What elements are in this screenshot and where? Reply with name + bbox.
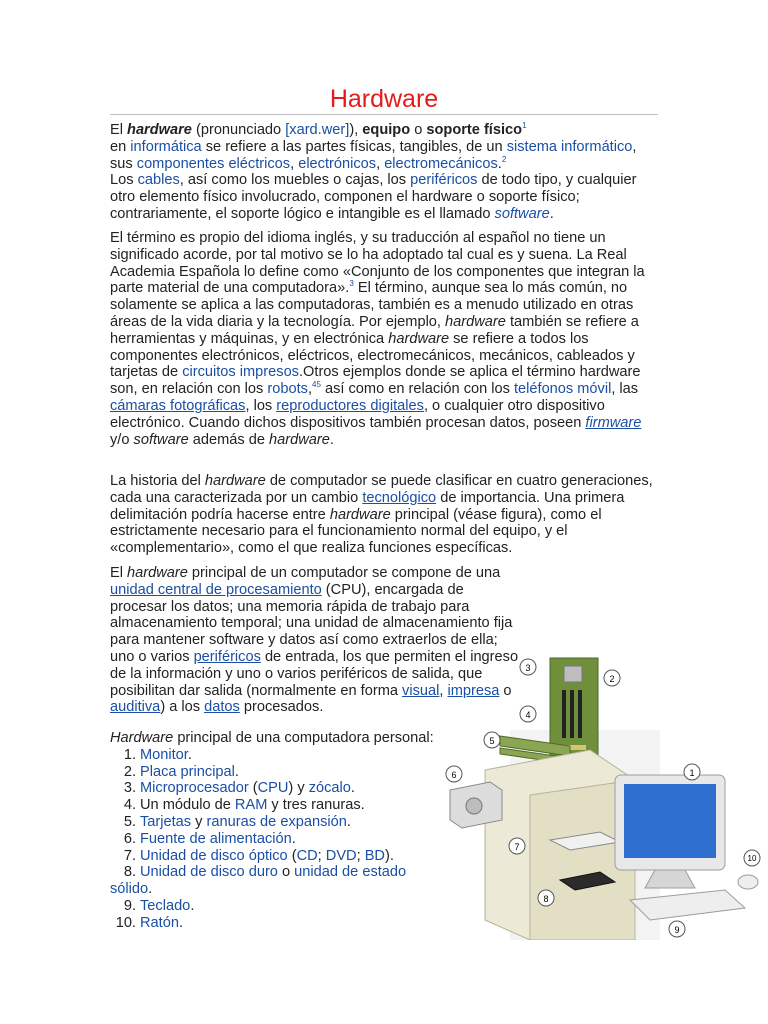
- list-item: 1. Monitor.: [123, 746, 192, 763]
- link-visual[interactable]: visual: [402, 682, 440, 699]
- link-raton[interactable]: Ratón: [140, 914, 179, 931]
- paragraph-intro: El hardware (pronunciado [xard.wer]), equipo o soporte físico$^1$ en informática se refiere a las partes físicas, tangibles, de un sistema informático, sus componentes eléctricos, electrónicos, electromecánicos.$^2$ Los cables, así como los muebles o cajas, los periféricos de todo tipo, y cualquier otro elemento físico involucrado, componen el hardware o soporte físico; contrariamente, el soporte lógico e intangible es el llamado software.: [110, 121, 637, 222]
- link-unidad-central[interactable]: unidad central de procesamiento: [110, 581, 322, 598]
- link-monitor[interactable]: Monitor: [140, 746, 188, 763]
- list-item: 4. Un módulo de RAM y tres ranuras.: [123, 797, 365, 814]
- title-divider: [110, 114, 658, 115]
- link-tecnologico[interactable]: tecnológico: [362, 489, 437, 506]
- link-cpu[interactable]: CPU: [257, 780, 289, 797]
- callout-10: [744, 850, 760, 866]
- link-tarjetas[interactable]: Tarjetas: [140, 813, 192, 830]
- svg-text:7: 7: [514, 842, 520, 852]
- link-perifericos-entrada[interactable]: periféricos: [193, 648, 261, 665]
- callout-7: [509, 838, 525, 854]
- list-item: 6. Fuente de alimentación.: [123, 830, 296, 847]
- link-firmware[interactable]: firmware: [585, 414, 642, 431]
- link-zocalo[interactable]: zócalo: [308, 780, 351, 797]
- link-telefonos-movil[interactable]: teléfonos móvil: [513, 381, 612, 398]
- list-item: 10. Ratón.: [115, 914, 184, 931]
- link-componentes-electricos[interactable]: componentes eléctricos: [136, 155, 291, 172]
- link-software[interactable]: software: [494, 205, 550, 222]
- list-item: 2. Placa principal.: [123, 763, 239, 780]
- list-item: 7. Unidad de disco óptico (CD; DVD; BD).: [123, 847, 394, 864]
- pc-hardware-illustration: [440, 650, 768, 940]
- term-equipo: equipo: [362, 122, 411, 138]
- link-teclado[interactable]: Teclado: [140, 897, 191, 914]
- link-sistema-informatico[interactable]: sistema informático: [506, 138, 633, 155]
- svg-text:9: 9: [674, 925, 680, 935]
- svg-text:1: 1: [689, 768, 695, 778]
- svg-text:6: 6: [451, 770, 457, 780]
- paragraph-main-hardware: El hardware principal de un computador se compone de una unidad central de procesamiento (CPU), encargada de procesar los datos; una memoria rápida de trabajo para almacenamiento temporal; una unidad de almacenamiento fija para mantener software y datos así como extraerlos de ella; uno o varios periféricos de entrada, los que permiten el ingreso de la información y uno o varios periféricos de salida, que posibilitan dar salida (normalmente en forma visual, impresa o auditiva) a los datos procesados.: [110, 565, 519, 716]
- link-disco-duro[interactable]: Unidad de disco duro: [140, 864, 278, 881]
- callout-2: [604, 670, 620, 686]
- link-reproductores-digitales[interactable]: reproductores digitales: [276, 397, 424, 414]
- pc-hardware-figure: [440, 650, 768, 940]
- monitor-screen-shape: [624, 784, 716, 858]
- link-dvd[interactable]: DVD: [325, 847, 357, 864]
- svg-text:2: 2: [609, 674, 615, 684]
- page-title: Hardware: [329, 85, 439, 113]
- link-auditiva[interactable]: auditiva: [110, 699, 161, 716]
- link-estado-solido[interactable]: unidad de estado sólido: [110, 864, 407, 898]
- paragraph-term: El término es propio del idioma inglés, y su traducción al español no tiene un significado acorde, por tal motivo se lo ha adoptado tal cual es y suena. La Real Academia Española lo define como «Conjunto de los componentes que integran la parte material de una computadora».$^3$ El término, aunque sea lo más común, no solamente se aplica a las computadoras, también es a menudo utilizado en otras áreas de la vida diaria y la tecnología. Por ejemplo, hardware también se refiere a herramientas y máquinas, y en electrónica hardware se refiere a todos los componentes electrónicos, eléctricos, electromecánicos, mecánicos, cableados y tarjetas de circuitos impresos.Otros ejemplos donde se aplica el término hardware son, en relación con los robots,$^{45}$ así como en relación con los teléfonos móvil, las cámaras fotográficas, los reproductores digitales, o cualquier otro dispositivo electrónico. Cuando dichos dispositivos también procesan datos, poseen firmware y/o software además de hardware.: [110, 230, 645, 448]
- ref-2[interactable]: 2: [501, 154, 507, 164]
- callout-8: [538, 890, 554, 906]
- link-informatica[interactable]: informática: [130, 138, 202, 155]
- link-cables[interactable]: cables: [137, 172, 180, 189]
- svg-text:10: 10: [747, 854, 757, 863]
- link-perifericos[interactable]: periféricos: [410, 172, 478, 189]
- link-impresa[interactable]: impresa: [447, 682, 500, 699]
- list-item: 8. Unidad de disco duro o unidad de estado sólido.: [110, 864, 407, 898]
- link-datos[interactable]: datos: [204, 699, 240, 716]
- callout-6: [446, 766, 462, 782]
- link-ranuras-expansion[interactable]: ranuras de expansión: [206, 813, 347, 830]
- list-item: 3. Microprocesador (CPU) y zócalo.: [123, 780, 355, 797]
- callout-3: [520, 659, 536, 675]
- list-item: 5. Tarjetas y ranuras de expansión.: [123, 813, 351, 830]
- link-robots[interactable]: robots: [267, 381, 308, 398]
- link-placa-principal[interactable]: Placa principal: [140, 763, 235, 780]
- callout-5: [484, 732, 500, 748]
- cpu-socket-shape: [564, 666, 582, 682]
- list-item: 9. Teclado.: [123, 897, 195, 914]
- callout-1: [684, 764, 700, 780]
- callout-9: [669, 921, 685, 937]
- ref-1[interactable]: 1: [522, 121, 527, 131]
- link-microprocesador[interactable]: Microprocesador: [140, 780, 249, 797]
- svg-text:3: 3: [525, 663, 531, 673]
- callout-4: [520, 706, 536, 722]
- link-bd[interactable]: BD: [364, 847, 385, 864]
- link-circuitos-impresos[interactable]: circuitos impresos: [182, 364, 299, 381]
- ref-45[interactable]: 45: [312, 380, 321, 390]
- pronunciation-link[interactable]: [xard.wer]: [285, 122, 350, 138]
- paragraph-history: La historia del hardware de computador se puede clasificar en cuatro generaciones, cada una caracterizada por un cambio tecnológico de importancia. Una primera delimitación podría hacerse entre hardware principal (véase figura), como el estrictamente necesario para el funcionamiento normal del equipo, y el «complementario», como el que realiza funciones específicas.: [110, 473, 653, 557]
- link-camaras-fotograficas[interactable]: cámaras fotográficas: [110, 397, 246, 414]
- ref-3[interactable]: 3: [349, 279, 354, 289]
- svg-text:4: 4: [525, 710, 531, 720]
- svg-text:8: 8: [543, 894, 549, 904]
- link-disco-optico[interactable]: Unidad de disco óptico: [140, 847, 288, 864]
- link-cd[interactable]: CD: [296, 847, 318, 864]
- link-electromecanicos[interactable]: electromecánicos: [384, 155, 498, 172]
- link-fuente-alimentacion[interactable]: Fuente de alimentación: [140, 830, 292, 847]
- term-hardware: hardware: [127, 122, 192, 138]
- svg-text:5: 5: [489, 736, 495, 746]
- hardware-list: [110, 730, 440, 932]
- mouse-shape: [738, 875, 758, 889]
- term-soporte: soporte físico: [426, 122, 523, 138]
- list-intro: Hardware principal de una computadora personal:: [110, 730, 434, 746]
- link-electronicos[interactable]: electrónicos: [298, 155, 377, 172]
- link-ram[interactable]: RAM: [234, 797, 268, 814]
